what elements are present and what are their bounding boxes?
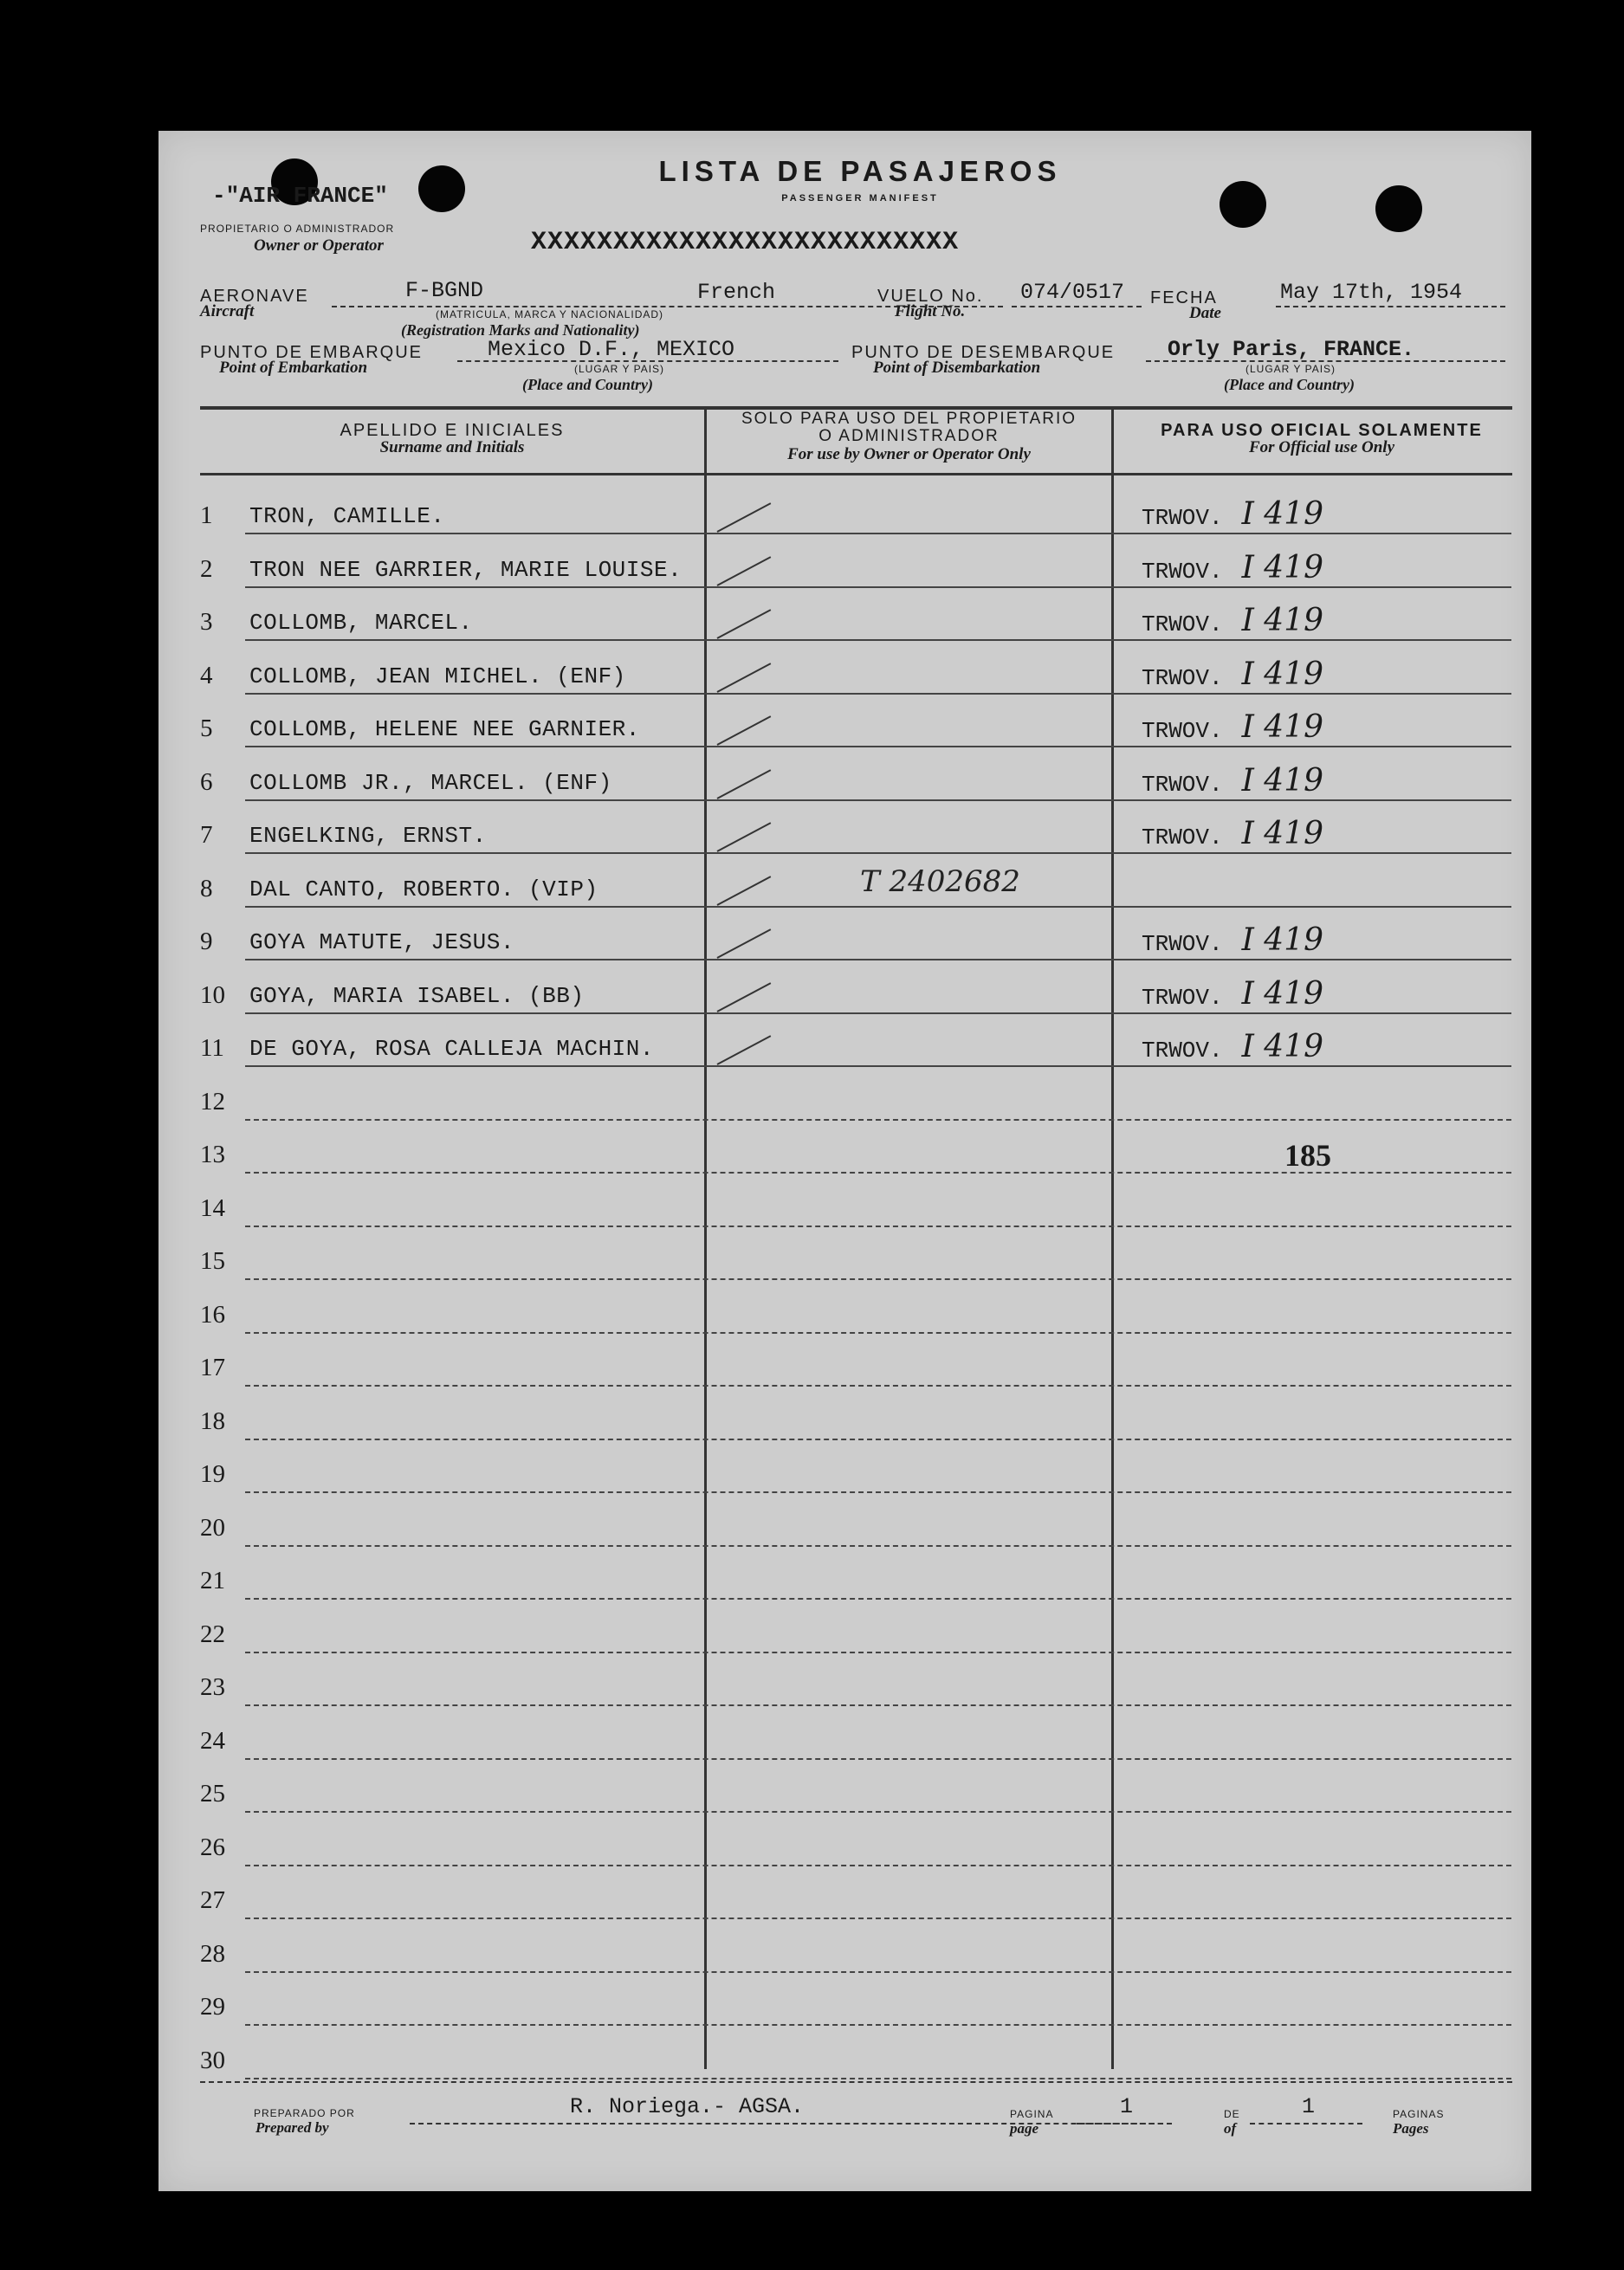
row-number: 7 [200,821,213,849]
official-code: I 419 [1241,1029,1324,1064]
official-status: TRWOV. [1142,772,1223,798]
official-code: I 419 [1241,709,1324,745]
official-status: TRWOV. [1142,665,1223,691]
row-rule [245,746,1511,747]
date-label-en: Date [1189,304,1221,322]
row-rule [245,693,1511,695]
column-divider-1 [704,406,707,2069]
owner-ticket-number: T 2402682 [860,864,1020,899]
row-number: 2 [200,555,213,583]
disembark-place-en: (Place and Country) [1224,376,1355,393]
owner-header-es-1: SOLO PARA USO DEL PROPIETARIO [741,410,1077,428]
page-label-en: page [1010,2120,1039,2137]
official-entry [1142,976,1323,1012]
row-rule [245,2024,1511,2026]
row-number: 14 [200,1194,225,1222]
row-number: 12 [200,1088,225,1116]
prepared-line [410,2123,1163,2124]
row-number: 27 [200,1886,225,1914]
official-code: I 419 [1241,656,1324,692]
aircraft-registration: F-BGND [405,278,484,303]
row-number: 28 [200,1940,225,1968]
surname-header-es: APELLIDO E INICIALES [340,421,565,440]
row-rule [245,1598,1511,1600]
owner-header-en: For use by Owner or Operator Only [787,445,1031,463]
row-number: 10 [200,981,225,1009]
row-rule [245,959,1511,960]
manifest-subtitle: PASSENGER MANIFEST [781,193,939,204]
row-rule [245,1491,1511,1493]
passenger-name: COLLOMB, MARCEL. [249,610,473,636]
row-rule [245,1332,1511,1334]
row-rule [245,1758,1511,1760]
official-status: TRWOV. [1142,985,1223,1011]
row-rule [245,1012,1511,1014]
official-entry [1142,763,1323,799]
row-rule [245,1385,1511,1387]
row-rule [245,1278,1511,1280]
row-number: 4 [200,662,213,689]
punch-hole [1375,185,1422,232]
owner-header-es-2: O ADMINISTRADOR [818,427,1000,445]
passenger-name: GOYA, MARIA ISABEL. (BB) [249,983,585,1009]
row-rule [245,799,1511,801]
date-value: May 17th, 1954 [1280,280,1463,305]
official-entry [1142,816,1323,851]
row-rule [245,1918,1511,1919]
pages-label-en: Pages [1393,2120,1429,2137]
row-rule [245,2078,1511,2079]
of-label-en: of [1224,2120,1237,2137]
official-page-stamp: 185 [1284,1138,1331,1173]
of-label-es: DE [1224,2108,1240,2120]
row-number: 15 [200,1247,225,1275]
column-divider-2 [1111,406,1114,2069]
official-status: TRWOV. [1142,611,1223,637]
row-rule [245,852,1511,854]
official-status: TRWOV. [1142,718,1223,744]
row-number: 23 [200,1673,225,1701]
row-rule [245,533,1511,534]
row-rule [245,586,1511,588]
disembark-value: Orly Paris, FRANCE. [1168,337,1415,362]
owner-check-mark [717,715,772,746]
embark-label-es: PUNTO DE EMBARQUE [200,343,423,362]
owner-check-mark [717,663,772,693]
row-number: 3 [200,608,213,636]
punch-hole [418,165,465,212]
embark-line [457,360,838,362]
prepared-label-en: Prepared by [256,2119,329,2136]
owner-check-mark [717,769,772,799]
struck-operator-text: XXXXXXXXXXXXXXXXXXXXXXXXXX [531,228,960,257]
manifest-sheet [159,131,1531,2191]
passenger-name: GOYA MATUTE, JESUS. [249,929,514,955]
disembark-line [1146,360,1505,362]
surname-header-en: Surname and Initials [379,438,525,456]
official-code: I 419 [1241,550,1324,585]
official-code: I 419 [1241,603,1324,638]
embark-value: Mexico D.F., MEXICO [488,337,735,362]
page-label-es: PAGINA [1010,2108,1054,2120]
manifest-title: LISTA DE PASAJEROS [658,155,1062,187]
page-line [1077,2123,1172,2124]
official-status: TRWOV. [1142,825,1223,850]
disembark-label-es: PUNTO DE DESEMBARQUE [851,343,1116,362]
row-number: 9 [200,928,213,955]
row-rule [245,1439,1511,1440]
row-rule [245,1545,1511,1547]
row-rule [245,906,1511,908]
row-rule [245,1652,1511,1653]
row-rule [245,1119,1511,1121]
row-number: 17 [200,1354,225,1381]
official-code: I 419 [1241,496,1324,532]
row-number: 6 [200,768,213,796]
disembark-place-es: (LUGAR Y PAIS) [1245,363,1336,375]
owner-check-mark [717,876,772,906]
owner-check-mark [717,1035,772,1065]
row-number: 20 [200,1514,225,1542]
row-number: 11 [200,1034,224,1062]
owner-check-mark [717,982,772,1012]
official-entry [1142,550,1323,585]
row-number: 25 [200,1780,225,1808]
passenger-name: COLLOMB JR., MARCEL. (ENF) [249,770,612,796]
owner-check-mark [717,928,772,959]
passenger-name: DE GOYA, ROSA CALLEJA MACHIN. [249,1036,654,1062]
passenger-name: COLLOMB, HELENE NEE GARNIER. [249,716,640,742]
date-line [1276,306,1505,307]
passenger-name: TRON NEE GARRIER, MARIE LOUISE. [249,557,683,583]
official-entry [1142,656,1323,692]
row-number: 24 [200,1727,225,1755]
flight-label-en: Flight No. [895,302,966,320]
prepared-value: R. Noriega.- AGSA. [570,2094,805,2119]
official-header-es: PARA USO OFICIAL SOLAMENTE [1161,421,1483,440]
of-value: 1 [1302,2094,1316,2119]
row-number: 18 [200,1407,225,1435]
owner-check-mark [717,609,772,639]
official-status: TRWOV. [1142,931,1223,957]
passenger-name: COLLOMB, JEAN MICHEL. (ENF) [249,663,626,689]
of-line [1250,2123,1362,2124]
official-entry [1142,1029,1323,1064]
passenger-name: TRON, CAMILLE. [249,503,445,529]
row-number: 19 [200,1460,225,1488]
row-rule [245,1065,1511,1067]
official-entry [1142,922,1323,958]
official-entry [1284,1137,1331,1174]
official-entry [1142,496,1323,532]
row-number: 29 [200,1993,225,2021]
row-number: 21 [200,1567,225,1594]
official-header-en: For Official use Only [1248,438,1394,456]
aircraft-label-en: Aircraft [200,302,255,320]
registration-label-en: (Registration Marks and Nationality) [401,321,640,339]
embark-place-en: (Place and Country) [522,376,653,393]
row-rule [245,1811,1511,1813]
flight-number: 074/0517 [1020,280,1125,305]
row-number: 8 [200,875,213,902]
row-number: 26 [200,1833,225,1861]
operator-name: -"AIR FRANCE" [212,183,388,209]
embark-place-es: (LUGAR Y PAIS) [574,363,665,375]
registration-label-es: (MATRICULA, MARCA Y NACIONALIDAD) [436,308,664,320]
official-entry [1142,603,1323,638]
disembark-label-en: Point of Disembarkation [873,359,1041,377]
row-rule [245,1865,1511,1866]
owner-check-mark [717,556,772,586]
row-rule [245,1226,1511,1227]
row-rule [245,1971,1511,1973]
aircraft-nationality: French [697,280,776,305]
row-number: 30 [200,2047,225,2074]
owner-check-mark [717,822,772,852]
table-bottom-border [200,2081,1512,2083]
owner-check-mark [717,502,772,533]
flight-line [1012,306,1142,307]
official-code: I 419 [1241,763,1324,799]
official-code: I 419 [1241,816,1324,851]
row-number: 22 [200,1620,225,1648]
official-entry [1142,709,1323,745]
row-number: 16 [200,1301,225,1329]
passenger-name: ENGELKING, ERNST. [249,823,487,849]
flight-label-es: VUELO No. [877,287,984,306]
official-code: I 419 [1241,922,1324,958]
aircraft-label-es: AERONAVE [200,287,309,306]
page-value: 1 [1120,2094,1134,2119]
row-number: 5 [200,715,213,742]
table-header-border [200,473,1512,475]
prepared-label-es: PREPARADO POR [254,2107,355,2119]
row-rule [245,639,1511,641]
punch-hole [1220,181,1266,228]
operator-label-en: Owner or Operator [254,236,384,255]
row-rule [245,1704,1511,1706]
official-status: TRWOV. [1142,505,1223,531]
official-status: TRWOV. [1142,1038,1223,1064]
operator-label-es: PROPIETARIO O ADMINISTRADOR [200,223,395,235]
embark-label-en: Point of Embarkation [219,359,368,377]
date-label-es: FECHA [1150,288,1218,307]
row-number: 1 [200,501,213,529]
official-status: TRWOV. [1142,559,1223,585]
passenger-name: DAL CANTO, ROBERTO. (VIP) [249,876,598,902]
row-number: 13 [200,1141,225,1168]
pages-label-es: PAGINAS [1393,2108,1445,2120]
official-code: I 419 [1241,976,1324,1012]
